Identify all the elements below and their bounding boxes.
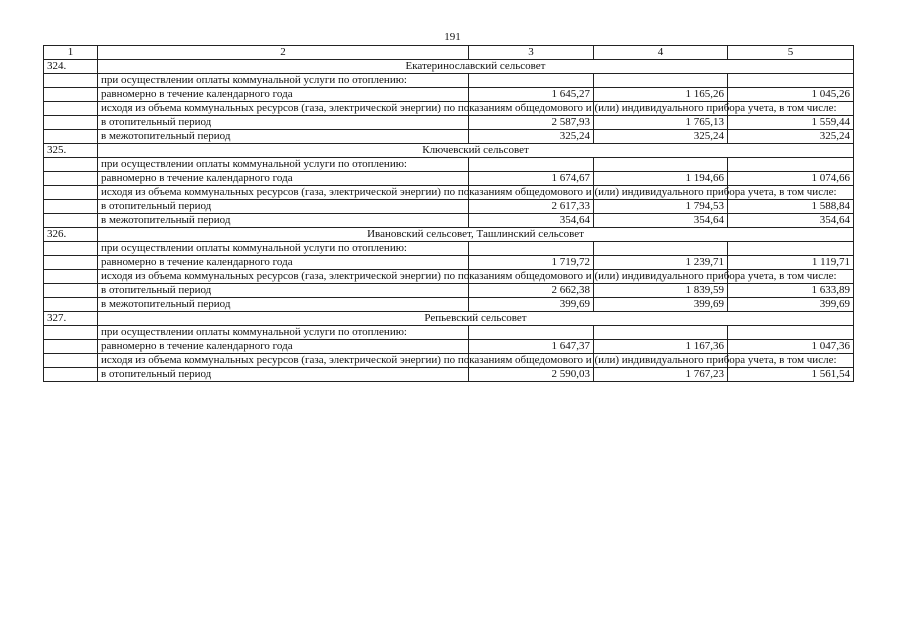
column-header-5: 5 [728, 46, 854, 60]
section-title: Ключевский сельсовет [98, 144, 854, 158]
value-col-3: 2 662,38 [469, 284, 594, 298]
value-col-3 [469, 326, 594, 340]
column-header-3: 3 [469, 46, 594, 60]
row-number-cell [44, 340, 98, 354]
row-number-cell [44, 214, 98, 228]
value-col-5: 1 559,44 [728, 116, 854, 130]
row-description: в межотопительный период [98, 130, 469, 144]
value-col-5 [728, 158, 854, 172]
row-number-cell [44, 242, 98, 256]
section-header-row [44, 60, 854, 74]
value-col-4: 1 239,71 [594, 256, 728, 270]
row-number-cell [44, 368, 98, 382]
row-number-cell [44, 88, 98, 102]
section-header-row [44, 228, 854, 242]
value-col-5: 1 633,89 [728, 284, 854, 298]
table-row [44, 256, 854, 270]
table-row [44, 130, 854, 144]
value-col-4: 1 167,36 [594, 340, 728, 354]
value-col-4 [594, 158, 728, 172]
value-col-3 [469, 74, 594, 88]
value-col-3 [469, 158, 594, 172]
row-description: в межотопительный период [98, 214, 469, 228]
value-col-5: 354,64 [728, 214, 854, 228]
value-col-4: 325,24 [594, 130, 728, 144]
tariff-table [43, 45, 854, 382]
value-col-5 [728, 242, 854, 256]
value-col-5: 1 047,36 [728, 340, 854, 354]
value-col-3 [469, 242, 594, 256]
row-number-cell [44, 270, 98, 284]
row-number-cell [44, 116, 98, 130]
table-row [44, 102, 854, 116]
row-description: в межотопительный период [98, 298, 469, 312]
section-number: 326. [44, 228, 98, 242]
row-description: равномерно в течение календарного года [98, 172, 469, 186]
value-col-4 [594, 242, 728, 256]
value-col-3: 1 719,72 [469, 256, 594, 270]
column-header-2: 2 [98, 46, 469, 60]
row-description: равномерно в течение календарного года [98, 256, 469, 270]
section-title: Ивановский сельсовет, Ташлинский сельсовет [98, 228, 854, 242]
value-col-3: 2 590,03 [469, 368, 594, 382]
row-description: исходя из объема коммунальных ресурсов (газа, электрической энергии) по показаниям общедомового и (или) индивидуального прибора учета, в том числе: [98, 270, 469, 284]
row-number-cell [44, 74, 98, 88]
row-description: при осуществлении оплаты коммунальной услуги по отоплению: [98, 326, 469, 340]
row-number-cell [44, 256, 98, 270]
row-description: исходя из объема коммунальных ресурсов (газа, электрической энергии) по показаниям общедомового и (или) индивидуального прибора учета, в том числе: [98, 354, 469, 368]
value-col-5 [728, 74, 854, 88]
section-title: Репьевский сельсовет [98, 312, 854, 326]
value-col-3: 1 645,27 [469, 88, 594, 102]
section-header-row [44, 144, 854, 158]
table-row [44, 116, 854, 130]
row-number-cell [44, 298, 98, 312]
section-title: Екатеринославский сельсовет [98, 60, 854, 74]
value-col-4: 1 839,59 [594, 284, 728, 298]
value-col-5 [728, 326, 854, 340]
section-number: 325. [44, 144, 98, 158]
value-col-5: 399,69 [728, 298, 854, 312]
table-row [44, 340, 854, 354]
table-row [44, 200, 854, 214]
table-row [44, 368, 854, 382]
row-number-cell [44, 102, 98, 116]
row-description: равномерно в течение календарного года [98, 340, 469, 354]
value-col-5: 1 074,66 [728, 172, 854, 186]
value-col-3: 325,24 [469, 130, 594, 144]
row-number-cell [44, 130, 98, 144]
value-col-5: 1 588,84 [728, 200, 854, 214]
value-col-4: 1 765,13 [594, 116, 728, 130]
table-row [44, 158, 854, 172]
row-description: в отопительный период [98, 284, 469, 298]
table-row [44, 172, 854, 186]
page-number: 191 [444, 31, 461, 43]
row-number-cell [44, 186, 98, 200]
column-header-1: 1 [44, 46, 98, 60]
row-number-cell [44, 200, 98, 214]
section-number: 324. [44, 60, 98, 74]
value-col-3: 2 617,33 [469, 200, 594, 214]
table-row [44, 284, 854, 298]
table-row [44, 242, 854, 256]
value-col-3: 2 587,93 [469, 116, 594, 130]
table-row [44, 214, 854, 228]
tariff-table-body [44, 46, 854, 382]
value-col-4: 1 165,26 [594, 88, 728, 102]
value-col-5: 1 119,71 [728, 256, 854, 270]
column-header-4: 4 [594, 46, 728, 60]
value-col-4 [594, 326, 728, 340]
row-description: при осуществлении оплаты коммунальной услуги по отоплению: [98, 158, 469, 172]
value-col-4: 1 767,23 [594, 368, 728, 382]
table-row [44, 88, 854, 102]
row-description: равномерно в течение календарного года [98, 88, 469, 102]
value-col-4: 399,69 [594, 298, 728, 312]
row-number-cell [44, 172, 98, 186]
value-col-5: 1 045,26 [728, 88, 854, 102]
column-header-row [44, 46, 854, 60]
row-number-cell [44, 158, 98, 172]
section-number: 327. [44, 312, 98, 326]
row-number-cell [44, 284, 98, 298]
value-col-3: 354,64 [469, 214, 594, 228]
row-description: при осуществлении оплаты коммунальной услуги по отоплению: [98, 242, 469, 256]
row-description: исходя из объема коммунальных ресурсов (газа, электрической энергии) по показаниям общедомового и (или) индивидуального прибора учета, в том числе: [98, 102, 469, 116]
row-description: при осуществлении оплаты коммунальной услуги по отоплению: [98, 74, 469, 88]
row-description: в отопительный период [98, 116, 469, 130]
row-description: в отопительный период [98, 368, 469, 382]
row-number-cell [44, 354, 98, 368]
table-row [44, 74, 854, 88]
value-col-5: 1 561,54 [728, 368, 854, 382]
value-col-4: 354,64 [594, 214, 728, 228]
value-col-3: 399,69 [469, 298, 594, 312]
table-row [44, 326, 854, 340]
table-row [44, 354, 854, 368]
value-col-4 [594, 74, 728, 88]
value-col-4: 1 794,53 [594, 200, 728, 214]
section-header-row [44, 312, 854, 326]
table-row [44, 270, 854, 284]
value-col-3: 1 647,37 [469, 340, 594, 354]
table-row [44, 186, 854, 200]
row-description: исходя из объема коммунальных ресурсов (газа, электрической энергии) по показаниям общедомового и (или) индивидуального прибора учета, в том числе: [98, 186, 469, 200]
value-col-4: 1 194,66 [594, 172, 728, 186]
row-number-cell [44, 326, 98, 340]
value-col-3: 1 674,67 [469, 172, 594, 186]
value-col-5: 325,24 [728, 130, 854, 144]
row-description: в отопительный период [98, 200, 469, 214]
table-row [44, 298, 854, 312]
